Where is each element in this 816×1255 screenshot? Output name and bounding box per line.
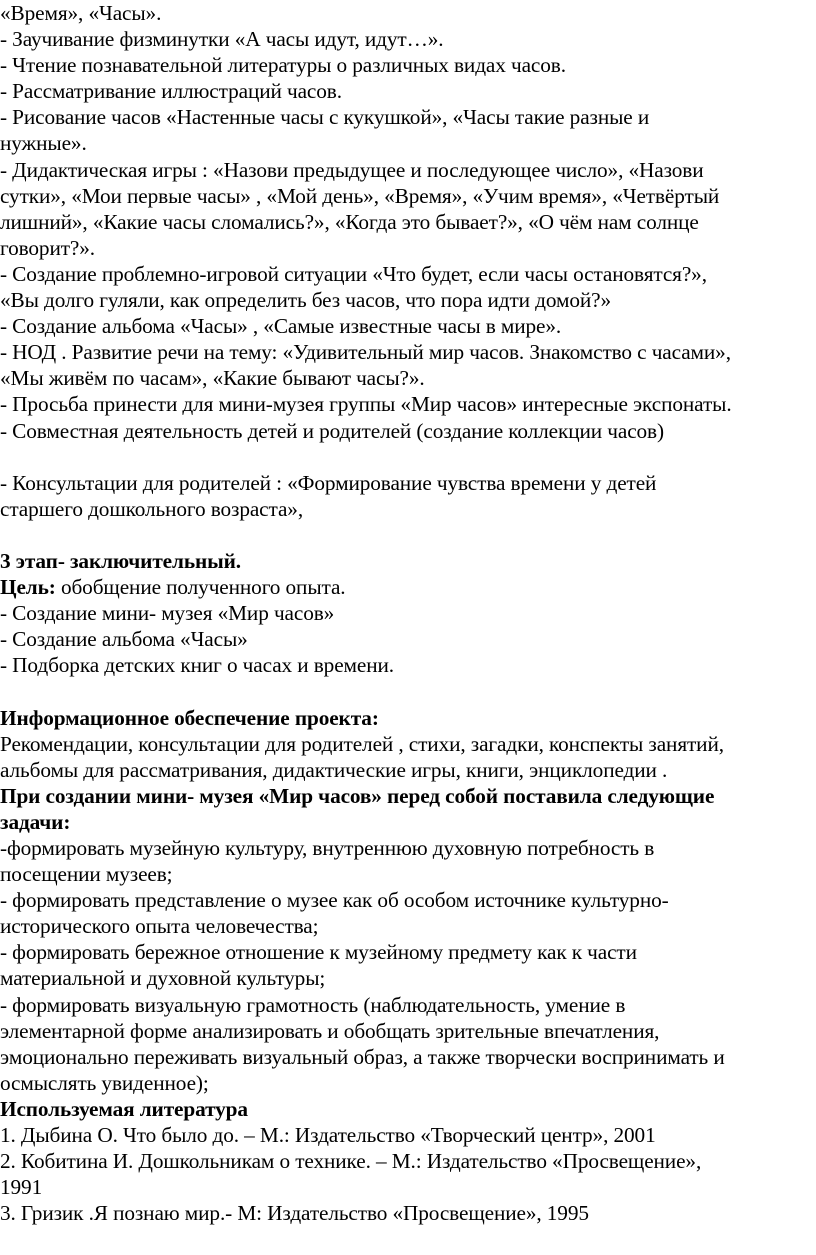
text-line: - Просьба принести для мини-музея группы «Мир часов» интересные экспонаты.: [0, 392, 732, 417]
literature-section: [0, 1096, 810, 1226]
text-line: «Вы долго гуляли, как определить без часов, что пора идти домой?»: [0, 288, 612, 313]
text-line: - Рисование часов «Настенные часы с кукушкой», «Часы такие разные и: [0, 105, 650, 130]
text-line: альбомы для рассматривания, дидактические игры, книги, энциклопедии .: [0, 757, 668, 782]
stage-3-goal: [0, 574, 810, 600]
text-line: осмыслять увиденное);: [0, 1070, 209, 1095]
text-line: - формировать представление о музее как об особом источнике культурно-: [0, 888, 669, 913]
text-line: лишний», «Какие часы сломались?», «Когда это бывает?», «О чём нам солнце: [0, 209, 699, 234]
text-line: материальной и духовной культуры;: [0, 966, 326, 991]
text-line: - Подборка детских книг о часах и времени.: [0, 653, 394, 678]
text-line: - Консультации для родителей : «Формирование чувства времени у детей: [0, 470, 657, 495]
parents-consultation: [0, 470, 810, 522]
text-line: - Чтение познавательной литературы о различных видах часов.: [0, 53, 566, 78]
text-line: нужные».: [0, 131, 87, 156]
text-line: - Создание альбома «Часы» , «Самые известные часы в мире».: [0, 314, 562, 339]
text-line: «Мы живём по часам», «Какие бывают часы?».: [0, 366, 425, 391]
goal-label: Цель:: [0, 575, 56, 600]
text-line: старшего дошкольного возраста»,: [0, 496, 304, 521]
text-line: говорит?».: [0, 235, 95, 260]
text-line: сутки», «Мои первые часы» , «Мой день», «Время», «Учим время», «Четвёртый: [0, 183, 720, 208]
literature-item: 3. Гризик .Я познаю мир.- М: Издательство «Просвещение», 1995: [0, 1201, 589, 1226]
tasks-heading: задачи:: [0, 809, 71, 834]
text-line: -формировать музейную культуру, внутреннюю духовную потребность в: [0, 836, 655, 860]
stage-3-heading: 3 этап- заключительный.: [0, 548, 241, 573]
literature-heading: Используемая литература: [0, 1096, 248, 1121]
text-line: элементарной форме анализировать и обобщать зрительные впечатления,: [0, 1018, 660, 1043]
text-line: исторического опыта человечества;: [0, 914, 319, 939]
blank-line: [0, 444, 810, 470]
text-line: - Дидактическая игры : «Назови предыдущее и последующее число», «Назови: [0, 157, 704, 182]
text-line: - формировать бережное отношение к музейному предмету как к части: [0, 940, 637, 965]
stage-3-section: [0, 548, 810, 678]
tasks-section: [0, 783, 810, 1096]
literature-item: 1. Дыбина О. Что было до. – М.: Издательство «Творческий центр», 2001: [0, 1123, 656, 1148]
text-line: Рекомендации, консультации для родителей , стихи, загадки, конспекты занятий,: [0, 731, 724, 756]
tasks-heading: При создании мини- музея «Мир часов» перед собой поставила следующие: [0, 783, 715, 808]
activities-list: [0, 0, 810, 444]
literature-item: 1991: [0, 1175, 43, 1200]
text-line: эмоционально переживать визуальный образ, а также творчески воспринимать и: [0, 1044, 725, 1069]
text-line: «Время», «Часы».: [0, 1, 162, 25]
text-line: - Создание мини- музея «Мир часов»: [0, 601, 335, 626]
text-line: - Рассматривание иллюстраций часов.: [0, 79, 342, 104]
goal-text: обобщение полученного опыта.: [55, 575, 346, 600]
literature-item: 2. Кобитина И. Дошкольникам о технике. – М.: Издательство «Просвещение»,: [0, 1149, 702, 1174]
info-heading: Информационное обеспечение проекта:: [0, 705, 379, 730]
blank-line: [0, 678, 810, 704]
text-line: посещении музеев;: [0, 862, 173, 887]
text-line: - Создание альбома «Часы»: [0, 627, 248, 652]
text-line: - Заучивание физминутки «А часы идут, идут…».: [0, 27, 444, 52]
text-line: - НОД . Развитие речи на тему: «Удивительный мир часов. Знакомство с часами»,: [0, 340, 731, 365]
info-support-section: [0, 705, 810, 783]
text-line: - формировать визуальную грамотность (наблюдательность, умение в: [0, 992, 626, 1017]
text-line: - Совместная деятельность детей и родителей (создание коллекции часов): [0, 418, 664, 443]
text-line: - Создание проблемно-игровой ситуации «Что будет, если часы остановятся?»,: [0, 261, 707, 286]
blank-line: [0, 522, 810, 548]
